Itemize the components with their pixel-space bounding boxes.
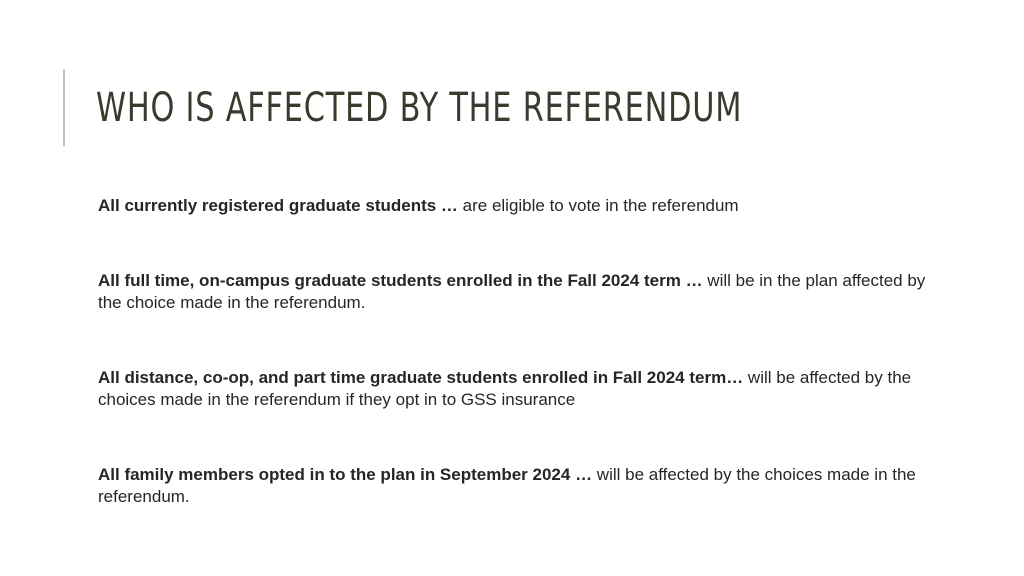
bullet-text: will be affected by the choices made in the referendum if they opt in to GSS insurance xyxy=(98,368,912,409)
bullet-item xyxy=(98,195,739,217)
bullet-lead: All distance, co-op, and part time graduate students enrolled in Fall 2024 term… xyxy=(98,368,744,387)
bullet-lead: All full time, on-campus graduate students enrolled in the Fall 2024 term … xyxy=(98,271,703,290)
bullet-text: will be in the plan affected by the choice made in the referendum. xyxy=(98,271,926,312)
bullet-text: are eligible to vote in the referendum xyxy=(457,196,739,215)
bullet-text: will be affected by the choices made in the referendum. xyxy=(98,465,916,506)
bullet-lead: All currently registered graduate students … xyxy=(98,196,458,215)
bullet-item xyxy=(98,270,948,314)
slide-title: WHO IS AFFECTED BY THE REFERENDUM xyxy=(96,85,743,131)
bullet-lead: All family members opted in to the plan in September 2024 … xyxy=(98,465,593,484)
bullet-item xyxy=(98,367,948,411)
bullet-item xyxy=(98,464,948,508)
title-accent-bar xyxy=(63,69,65,146)
